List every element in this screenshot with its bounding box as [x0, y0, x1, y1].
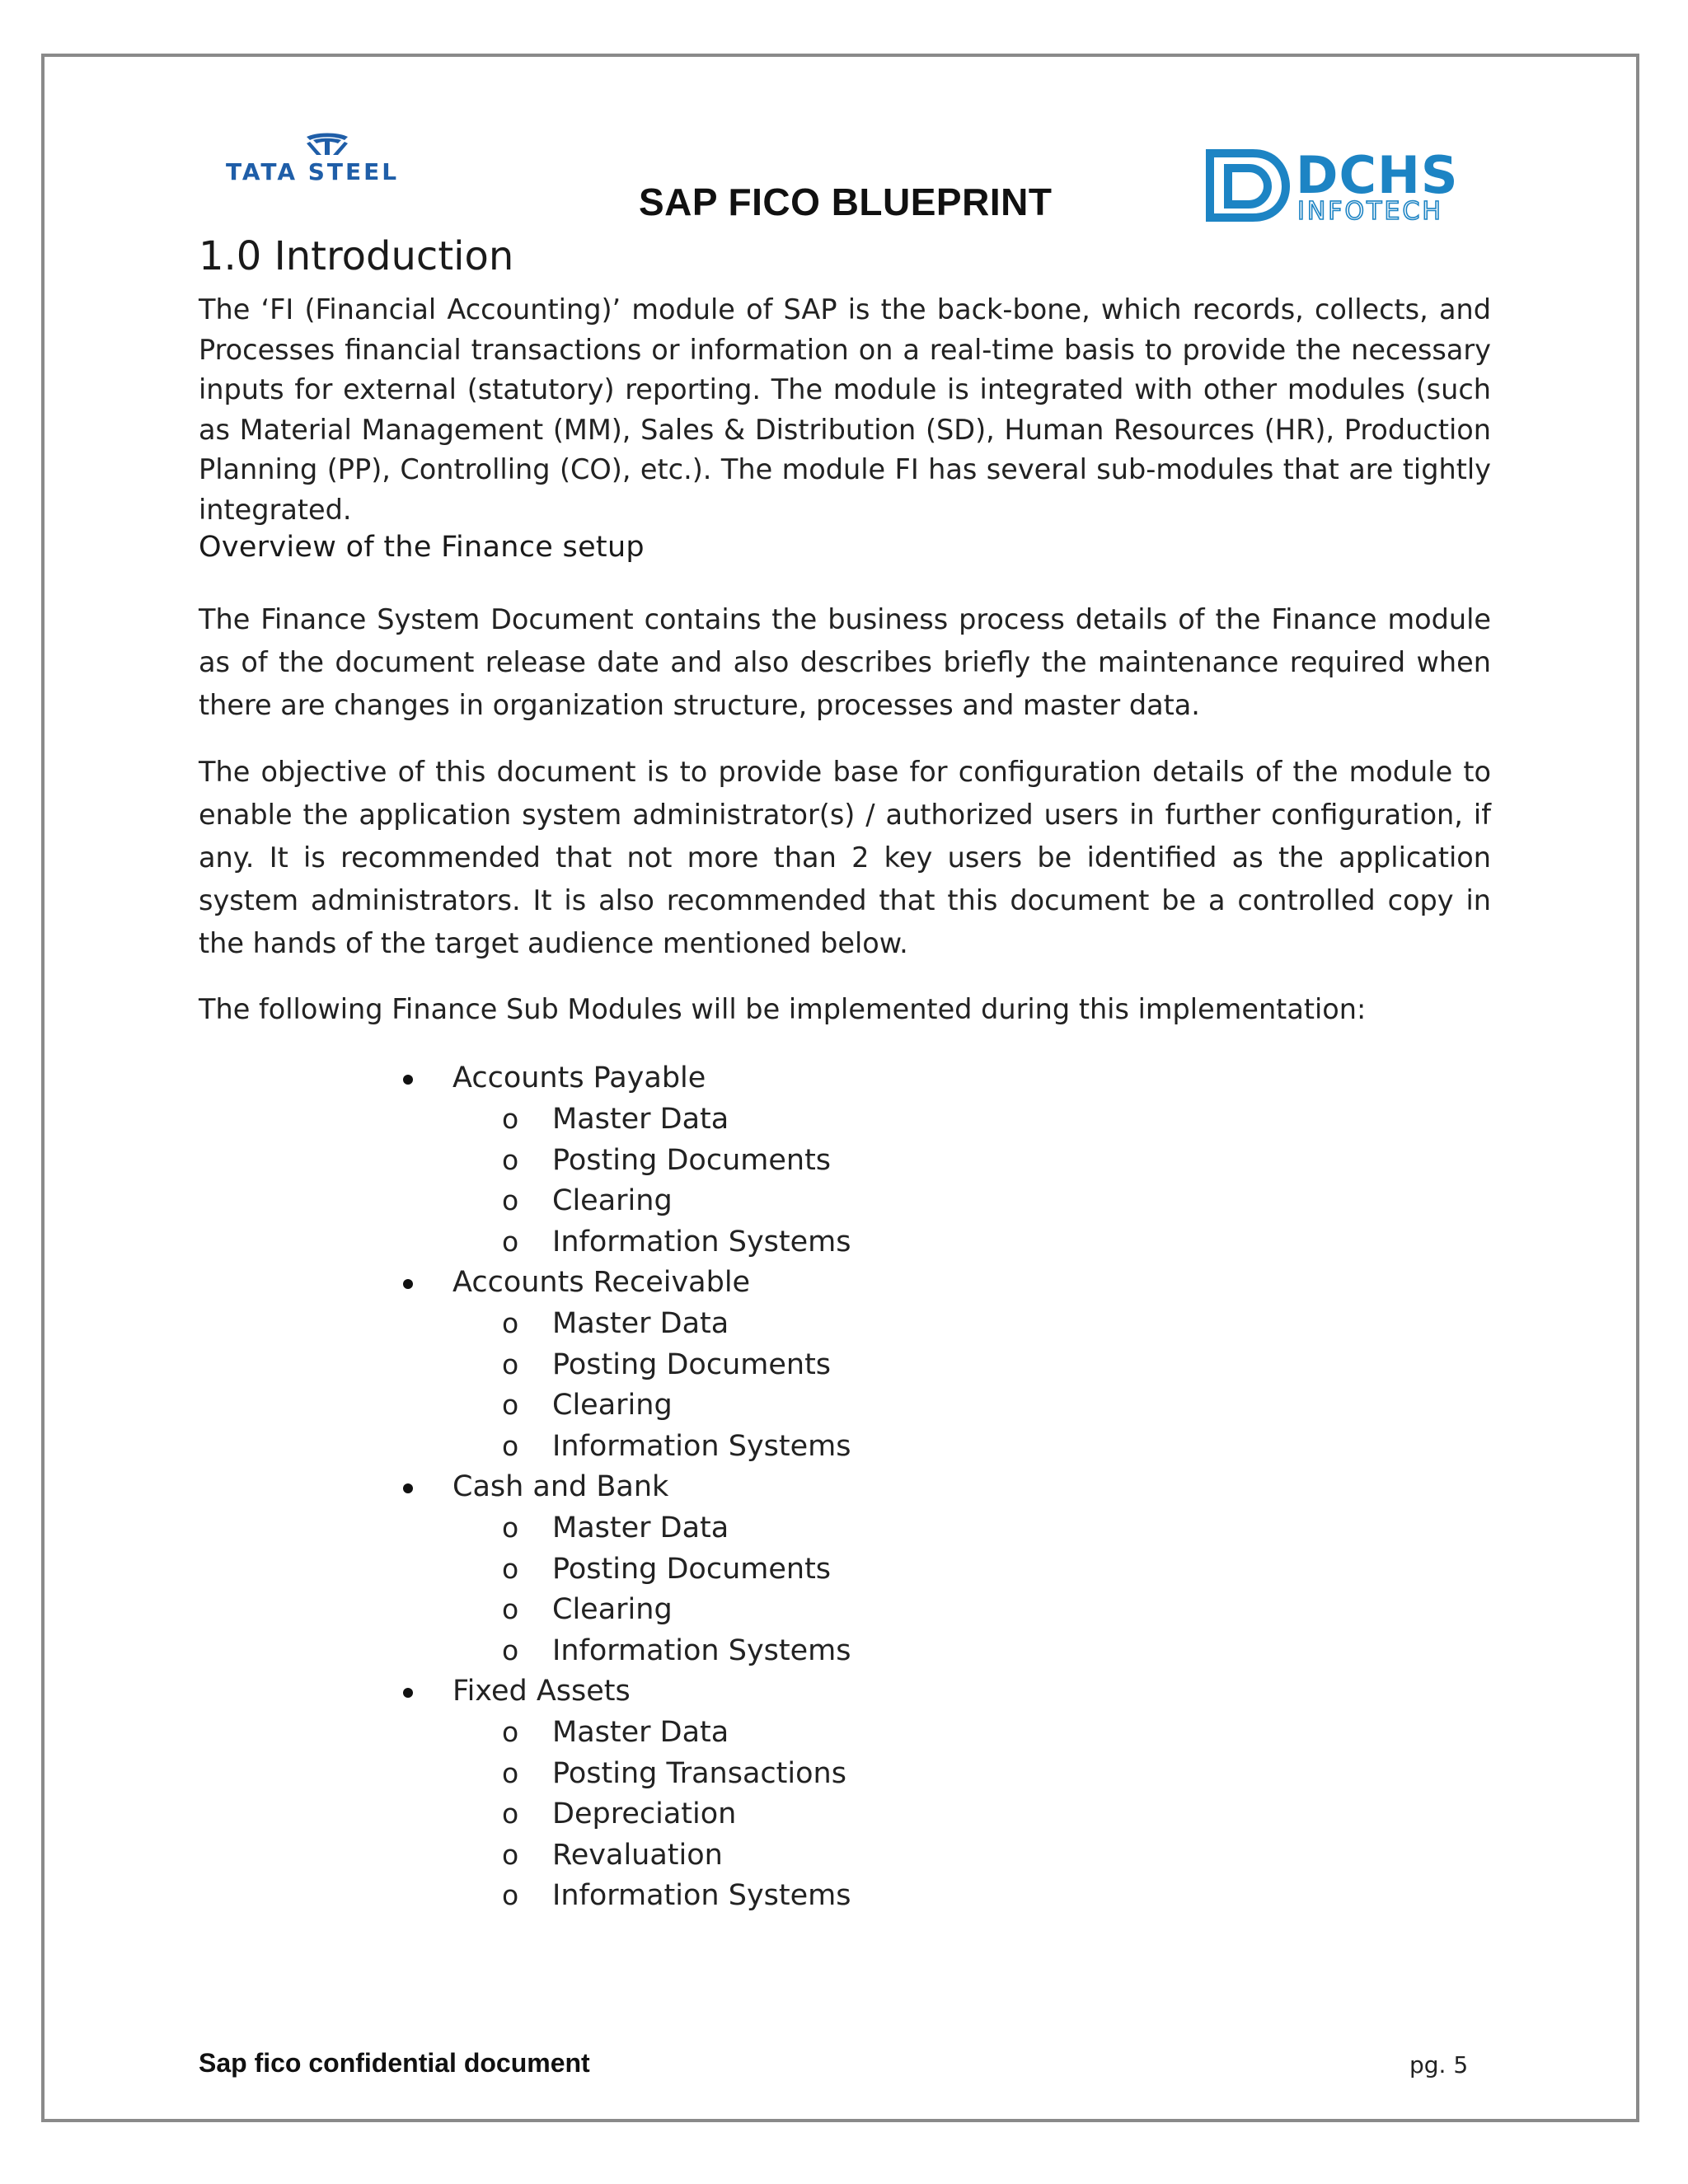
sub-item-label: Master Data: [552, 1103, 729, 1136]
sub-item-label: Master Data: [552, 1307, 729, 1340]
tata-steel-logo-text: TATA STEEL: [226, 158, 400, 185]
list-item: [0, 1057, 1688, 1262]
sub-bullet-icon: o: [502, 1225, 519, 1258]
list-item: [0, 1385, 1688, 1426]
document-title: SAP FICO BLUEPRINT: [639, 180, 1053, 223]
sub-item-label: Clearing: [552, 1184, 673, 1217]
overview-paragraph: The Finance System Document contains the business process details of the Finance module as of the document release date and also describes briefly the maintenance required when there are changes in organization structure, processes and master data.: [199, 603, 1491, 721]
sub-bullet-icon: o: [502, 1429, 519, 1462]
sub-item-label: Posting Documents: [552, 1552, 832, 1586]
list-item: [0, 1344, 1688, 1385]
list-item: [0, 1671, 1688, 1916]
list-item: [0, 1712, 1688, 1753]
list-item: [0, 1589, 1688, 1630]
sub-bullet-icon: o: [502, 1347, 519, 1380]
sub-item-label: Posting Documents: [552, 1347, 832, 1381]
dchs-infotech-logo: [1203, 143, 1496, 226]
finance-modules-list: [0, 1057, 1688, 1916]
sub-bullet-icon: o: [502, 1633, 519, 1666]
sub-item-label: Clearing: [552, 1593, 673, 1626]
sub-bullet-icon: o: [502, 1797, 519, 1830]
bullet-icon: [403, 1075, 413, 1085]
bullet-icon: [403, 1688, 413, 1698]
sub-bullet-icon: o: [502, 1879, 519, 1911]
sub-bullet-icon: o: [502, 1593, 519, 1625]
bullet-icon: [403, 1279, 413, 1289]
list-item: [0, 1630, 1688, 1671]
list-item: [0, 1507, 1688, 1549]
list-item: [0, 1303, 1688, 1344]
list-item: [0, 1426, 1688, 1467]
list-item: [0, 1099, 1688, 1140]
sub-bullet-icon: o: [502, 1756, 519, 1789]
sub-bullet-icon: o: [502, 1307, 519, 1339]
module-label: Cash and Bank: [452, 1470, 669, 1503]
footer-confidential-note: Sap fico confidential document: [199, 2048, 590, 2078]
objective-paragraph: The objective of this document is to provide base for configuration details of the module to enable the application system administrator(s) / authorized users in further configuration, if any. It is recommended that not more than 2 key users be identified as the application system administrators. It is also recommended that this document be a controlled copy in the hands of the target audience mentioned below.: [199, 756, 1491, 959]
list-item: [0, 1793, 1688, 1835]
sub-bullet-icon: o: [502, 1716, 519, 1748]
sub-bullet-icon: o: [502, 1389, 519, 1421]
bullet-icon: [403, 1483, 413, 1493]
page-number: pg. 5: [1409, 2051, 1469, 2079]
module-label: Accounts Receivable: [452, 1266, 751, 1299]
sub-item-label: Information Systems: [552, 1633, 851, 1667]
list-item: [0, 1221, 1688, 1263]
sub-item-label: Master Data: [552, 1511, 729, 1544]
list-item: [0, 1875, 1688, 1916]
intro-paragraph: The ‘FI (Financial Accounting)’ module of SAP is the back-bone, which records, collects, and Processes financial transactions or information on a real-time basis to provide the necessary inputs for external (statutory) reporting. The module is integrated with other modules (such as Material Management (MM), Sales & Distribution (SD), Human Resources (HR), Production Planning (PP), Controlling (CO), etc.). The module FI has several sub-modules that are tightly integrated.: [199, 293, 1491, 526]
list-item: [0, 1180, 1688, 1221]
list-item: [0, 1466, 1688, 1671]
sub-bullet-icon: o: [502, 1511, 519, 1544]
sub-item-label: Posting Transactions: [552, 1756, 846, 1790]
list-item: [0, 1140, 1688, 1181]
modules-intro-paragraph: The following Finance Sub Modules will be implemented during this implementation:: [199, 993, 1367, 1025]
sub-bullet-icon: o: [502, 1838, 519, 1871]
sub-item-label: Depreciation: [552, 1797, 737, 1830]
module-label: Fixed Assets: [452, 1675, 631, 1708]
dchs-logo-primary: DCHS: [1296, 145, 1459, 205]
sub-item-label: Revaluation: [552, 1838, 723, 1872]
dchs-logo-secondary: INFOTECH: [1297, 197, 1443, 226]
sub-item-label: Clearing: [552, 1389, 673, 1422]
tata-steel-logo: [224, 132, 455, 190]
section-heading: 1.0 Introduction: [199, 233, 514, 279]
sub-item-label: Information Systems: [552, 1225, 851, 1258]
sub-item-label: Posting Documents: [552, 1143, 832, 1177]
sub-item-label: Information Systems: [552, 1429, 851, 1463]
sub-item-label: Master Data: [552, 1716, 729, 1749]
sub-bullet-icon: o: [502, 1184, 519, 1216]
sub-bullet-icon: o: [502, 1103, 519, 1135]
module-label: Accounts Payable: [452, 1062, 706, 1094]
list-item: [0, 1262, 1688, 1466]
list-item: [0, 1549, 1688, 1590]
list-item: [0, 1753, 1688, 1794]
sub-item-label: Information Systems: [552, 1879, 851, 1912]
sub-bullet-icon: o: [502, 1143, 519, 1176]
sub-bullet-icon: o: [502, 1552, 519, 1585]
overview-heading: Overview of the Finance setup: [199, 531, 645, 564]
list-item: [0, 1835, 1688, 1876]
